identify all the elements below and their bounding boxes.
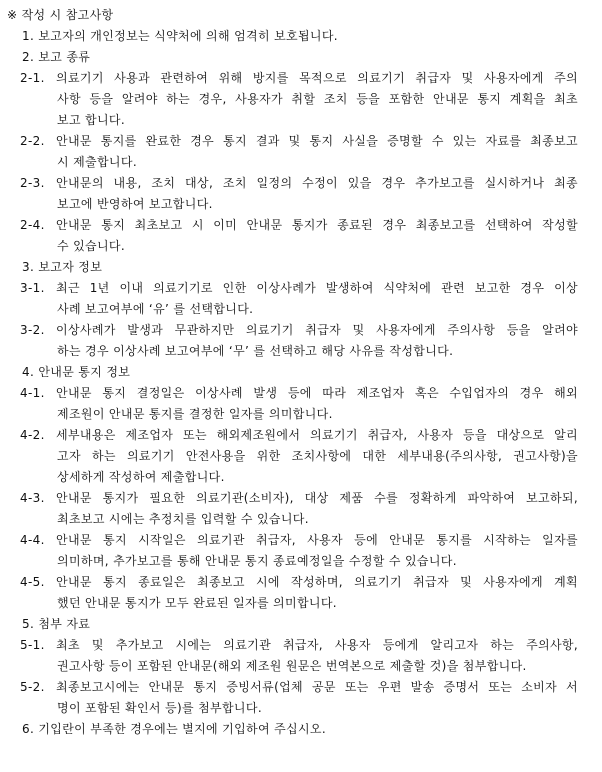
item-text: 최종보고시에는 안내문 통지 증빙서류(업체 공문 또는 우편 발송 증명서 또는 소비자 서 [56,680,578,694]
item-text: 이상사례가 발생과 무관하지만 의료기기 취급자 및 사용자에게 주의사항 등을 알려야 [56,323,578,337]
item-4-5 [0,572,578,593]
item-2-1-cont: 보고 합니다. [57,113,126,127]
item-5-2 [0,677,578,698]
item-number: 2-1. [20,71,45,85]
item-number: 3-2. [20,323,45,337]
item-number: 2-4. [20,218,45,232]
item-number: 4-4. [20,533,45,547]
section-2-title: 2. 보고 종류 [22,50,91,64]
item-text: 세부내용은 제조업자 또는 해외제조원에서 의료기기 취급자, 사용자 등을 대상으로 알리 [56,428,578,442]
notes-heading: ※ 작성 시 참고사항 [7,8,114,22]
item-2-1-cont: 사항 등을 알려야 하는 경우, 사용자가 취할 조치 등을 포함한 안내문 통지 계획을 최초 [57,92,578,106]
item-number: 5-1. [20,638,45,652]
item-text: 최근 1년 이내 의료기기로 인한 이상사례가 발생하여 식약처에 관련 보고한 경우 이상 [56,281,578,295]
item-number: 5-2. [20,680,45,694]
item-4-2 [0,425,578,446]
item-number: 3-1. [20,281,45,295]
item-5-1 [0,635,578,656]
item-4-2-cont: 상세하게 작성하여 제출합니다. [57,470,225,484]
item-2-3 [0,173,578,194]
item-4-4-cont: 의미하며, 추가보고를 통해 안내문 통지 종료예정일을 수정할 수 있습니다. [57,554,457,568]
item-3-2-cont: 하는 경우 이상사례 보고여부에 ‘무’ 를 선택하고 해당 사유를 작성합니다. [57,344,454,358]
item-4-5-cont: 했던 안내문 통지가 모두 완료된 일자를 의미합니다. [57,596,337,610]
item-text: 최초 및 추가보고 시에는 의료기관 취급자, 사용자 등에게 알리고자 하는 주의사항, [56,638,578,652]
item-3-1-cont: 사례 보고여부에 ‘유’ 를 선택합니다. [57,302,254,316]
item-4-1 [0,383,578,404]
item-2-4 [0,215,578,236]
item-2-1 [0,68,578,89]
item-text: 안내문 통지 최초보고 시 이미 안내문 통지가 종료된 경우 최종보고를 선택하여 작성할 [56,218,578,232]
item-number: 2-2. [20,134,45,148]
section-4-title: 4. 안내문 통지 정보 [22,365,131,379]
item-number: 4-3. [20,491,45,505]
item-number: 4-5. [20,575,45,589]
item-text: 안내문 통지 결정일은 이상사례 발생 등에 따라 제조업자 혹은 수입업자의 경우 해외 [56,386,578,400]
item-text: 안내문의 내용, 조치 대상, 조치 일정의 수정이 있을 경우 추가보고를 실시하거나 최종 [56,176,578,190]
section-6-note: 6. 기입란이 부족한 경우에는 별지에 기입하여 주십시오. [22,722,327,736]
item-text: 안내문 통지가 필요한 의료기관(소비자), 대상 제품 수를 정확하게 파악하여 보고하되, [56,491,578,505]
section-1-privacy: 1. 보고자의 개인정보는 식약처에 의해 엄격히 보호됩니다. [22,29,338,43]
item-5-2-cont: 명이 포함된 확인서 등)를 첨부합니다. [57,701,262,715]
item-number: 4-2. [20,428,45,442]
item-text: 안내문 통지 종료일은 최종보고 시에 작성하며, 의료기기 취급자 및 사용자에게 계획 [56,575,578,589]
item-4-4 [0,530,578,551]
item-number: 2-3. [20,176,45,190]
item-text: 의료기기 사용과 관련하여 위해 방지를 목적으로 의료기기 취급자 및 사용자에게 주의 [56,71,578,85]
item-text: 안내문 통지를 완료한 경우 통지 결과 및 통지 사실을 증명할 수 있는 자료를 최종보고 [56,134,578,148]
item-4-3-cont: 최초보고 시에는 추정치를 입력할 수 있습니다. [57,512,309,526]
section-5-title: 5. 첨부 자료 [22,617,91,631]
item-3-1 [0,278,578,299]
item-4-2-cont: 고자 하는 의료기기 안전사용을 위한 조치사항에 대한 세부내용(주의사항, 권고사항)을 [57,449,578,463]
item-2-3-cont: 보고에 반영하여 보고합니다. [57,197,213,211]
item-4-1-cont: 제조원이 안내문 통지를 결정한 일자를 의미합니다. [57,407,333,421]
section-3-title: 3. 보고자 정보 [22,260,103,274]
item-2-2 [0,131,578,152]
item-5-1-cont: 권고사항 등이 포함된 안내문(해외 제조원 원문은 번역본으로 제출할 것)을 첨부합니다. [57,659,527,673]
item-2-4-cont: 수 있습니다. [57,239,126,253]
item-3-2 [0,320,578,341]
item-text: 안내문 통지 시작일은 의료기관 취급자, 사용자 등에 안내문 통지를 시작하는 일자를 [56,533,578,547]
item-number: 4-1. [20,386,45,400]
item-4-3 [0,488,578,509]
item-2-2-cont: 시 제출합니다. [57,155,137,169]
